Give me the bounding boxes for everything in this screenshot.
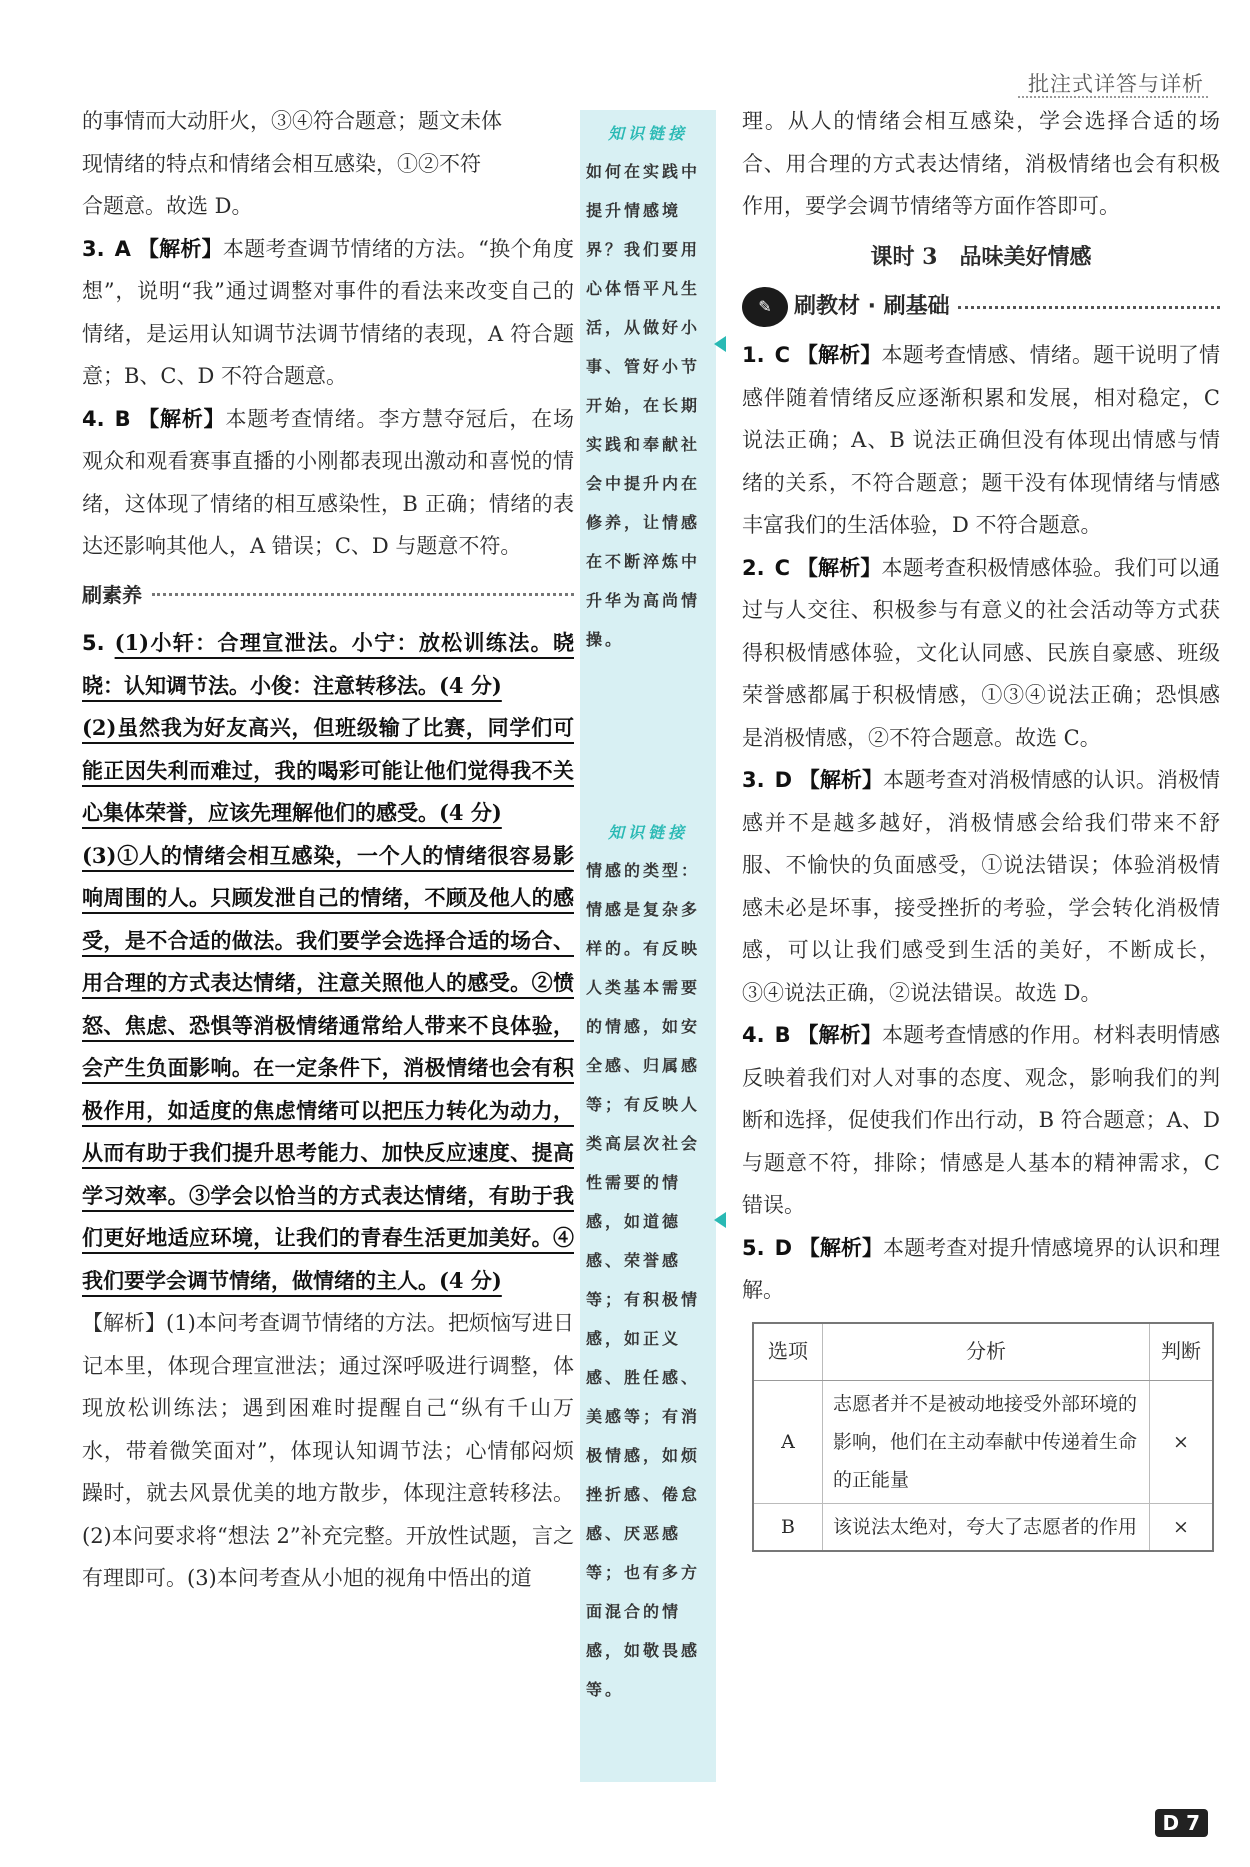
question-number: 1. bbox=[742, 343, 765, 367]
answer-letter: B bbox=[774, 1023, 791, 1047]
answer-item-3 bbox=[82, 228, 574, 398]
table-cell-option: B bbox=[753, 1503, 823, 1551]
table-cell-option: A bbox=[753, 1380, 823, 1503]
banner-text: 刷教材 · 刷基础 bbox=[794, 293, 950, 319]
question-number: 3. bbox=[82, 236, 105, 261]
analysis-tag: 【解析】 bbox=[798, 1235, 884, 1260]
banner-dots bbox=[958, 306, 1220, 309]
table-header: 判断 bbox=[1150, 1323, 1214, 1381]
analysis-text: 本题考查情绪。李方慧夺冠后，在场观众和观看赛事直播的小刚都表现出激动和喜悦的情绪，这体现了情绪的相互感染性，B 正确；情绪的表达还影响其他人，A 错误；C、D 与题意不符。 bbox=[82, 406, 574, 558]
analysis-tag: 【解析】 bbox=[796, 343, 882, 367]
analysis-tag: 【解析】 bbox=[138, 406, 226, 431]
analysis-tag: 【解析】 bbox=[796, 555, 882, 580]
left-column bbox=[82, 100, 574, 1600]
answer-item-3 bbox=[742, 759, 1220, 1014]
answer-part-1: (1)小轩：合理宣泄法。小宁：放松训练法。晓晓：认知调节法。小俊：注意转移法。(4 分) bbox=[82, 630, 574, 698]
question-number: 3. bbox=[742, 768, 765, 792]
section-dots bbox=[152, 593, 574, 596]
answer-part-2-para bbox=[82, 707, 574, 835]
page-header-title: 批注式详答与详析 bbox=[1028, 72, 1204, 96]
analysis-text: (1)本问考查调节情绪的方法。把烦恼写进日记本里，体现合理宣泄法；通过深呼吸进行调整，体现放松训练法；遇到困难时提醒自己“纵有千山万水，带着微笑面对”，体现认知调节法；心情郁闷烦躁时，就去风景优美的地方散步，体现注意转移法。(2)本问要求将“想法 2”补充完整。开放性试题，言之有理即可。(3)本问考查从小旭的视角中悟出的道 bbox=[82, 1311, 574, 1590]
table-row bbox=[753, 1503, 1213, 1551]
answer-item-4 bbox=[742, 1014, 1220, 1227]
answer-item-4 bbox=[82, 398, 574, 568]
section-label-text: 刷素养 bbox=[82, 582, 142, 607]
table-cell-judge: × bbox=[1150, 1503, 1214, 1551]
knowledge-link-title: 知识链接 bbox=[607, 823, 688, 842]
pointer-arrow-icon bbox=[714, 1212, 726, 1228]
table-row bbox=[753, 1380, 1213, 1503]
table-header-row bbox=[753, 1323, 1213, 1381]
answer-letter: C bbox=[774, 343, 791, 367]
question-number: 5. bbox=[742, 1235, 765, 1260]
intro-line: 现情绪的特点和情绪会相互感染，①②不符 bbox=[82, 151, 481, 176]
answer-letter: D bbox=[774, 1235, 793, 1260]
question-number: 5. bbox=[82, 631, 105, 655]
header-divider bbox=[1018, 96, 1208, 98]
question-number: 2. bbox=[742, 555, 765, 580]
intro-line: 的事情而大动肝火，③④符合题意；题文未体 bbox=[82, 109, 502, 133]
answer-part-3-para bbox=[82, 835, 574, 1303]
table-header: 分析 bbox=[823, 1323, 1150, 1381]
answer-letter: B bbox=[114, 406, 131, 431]
analysis-text: 本题考查对提升情感境界的认识和理解。 bbox=[742, 1235, 1221, 1302]
answer-part-3: (3)①人的情绪会相互感染，一个人的情绪很容易影响周围的人。只顾发泄自己的情绪，不顾及他人的感受，是不合适的做法。我们要学会选择合适的场合、用合理的方式表达情绪，注意关照他人的感受。②愤怒、焦虑、恐惧等消极情绪通常给人带来不良体验，会产生负面影响。在一定条件下，消极情绪也会有积极作用，如适度的焦虑情绪可以把压力转化为动力，从而有助于我们提升思考能力、加快反应速度、提高学习效率。③学会以恰当的方式表达情绪，有助于我们更好地适应环境，让我们的青春生活更加美好。④我们要学会调节情绪，做情绪的主人。(4 分) bbox=[82, 842, 574, 1293]
table-header: 选项 bbox=[753, 1323, 823, 1381]
answer-item-5 bbox=[82, 622, 574, 707]
answer-item-1 bbox=[742, 334, 1220, 547]
answer-letter: C bbox=[774, 555, 791, 580]
analysis-tag: 【解析】 bbox=[82, 1311, 167, 1335]
analysis-text: 本题考查对消极情感的认识。消极情感并不是越多越好，消极情感会给我们带来不舒服、不愉快的负面感受，①说法错误；体验消极情感未必是坏事，接受挫折的考验，学会转化消极情感，可以让我们感受到生活的美好，不断成长，③④说法正确，②说法错误。故选 D。 bbox=[742, 768, 1221, 1005]
section-label bbox=[82, 574, 574, 617]
right-column bbox=[742, 100, 1220, 1552]
analysis-text: 本题考查情感的作用。材料表明情感反映着我们对人对事的态度、观念，影响我们的判断和选择，促使我们作出行动，B 符合题意；A、D 与题意不符，排除；情感是人基本的精神需求，C 错误。 bbox=[742, 1023, 1220, 1217]
answer-item-2 bbox=[742, 547, 1220, 760]
lesson-title: 课时 3 品味美好情感 bbox=[870, 243, 1092, 270]
page-number: D 7 bbox=[1155, 1809, 1208, 1837]
analysis-tag: 【解析】 bbox=[137, 236, 223, 261]
knowledge-sidebar bbox=[580, 110, 716, 1782]
table-cell-analysis: 志愿者并不是被动地接受外部环境的影响，他们在主动奉献中传递着生命的正能量 bbox=[823, 1380, 1150, 1503]
answer-letter: A bbox=[114, 236, 131, 261]
analysis-text: 本题考查积极情感体验。我们可以通过与人交往、积极参与有意义的社会活动等方式获得积极情感体验，文化认同感、民族自豪感、班级荣誉感都属于积极情感，①③④说法正确；恐惧感是消极情感，②不符合题意。故选 C。 bbox=[742, 555, 1221, 750]
question-number: 4. bbox=[82, 406, 105, 431]
question-number: 4. bbox=[742, 1023, 765, 1047]
analysis-tag: 【解析】 bbox=[798, 768, 884, 792]
answer-part-2: (2)虽然我为好友高兴，但班级输了比赛，同学们可能正因失利而难过，我的喝彩可能让他们觉得我不关心集体荣誉，应该先理解他们的感受。(4 分) bbox=[82, 715, 574, 825]
intro-para: 理。从人的情绪会相互感染，学会选择合适的场合、用合理的方式表达情绪，消极情绪也会有积极作用，要学会调节情绪等方面作答即可。 bbox=[742, 109, 1220, 218]
table-cell-analysis: 该说法太绝对，夸大了志愿者的作用 bbox=[823, 1503, 1150, 1551]
analysis-table bbox=[752, 1322, 1214, 1552]
intro-line: 合题意。故选 D。 bbox=[82, 194, 253, 218]
table-cell-judge: × bbox=[1150, 1380, 1214, 1503]
section-banner bbox=[742, 284, 1220, 330]
book-icon: ✎ bbox=[742, 287, 788, 327]
knowledge-link-text: 情感的类型：情感是复杂多样的。有反映人类基本需要的情感，如安全感、归属感等；有反映人类高层次社会性需要的情感，如道德感、荣誉感等；有积极情感，如正义感、胜任感、美感等；有消极情感，如烦挫折感、倦怠感、厌恶感等；也有多方面混合的情感，如敬畏感等。 bbox=[586, 861, 701, 1699]
pointer-arrow-icon bbox=[714, 336, 726, 352]
knowledge-link-text: 如何在实践中提升情感境界？我们要用心体悟平凡生活，从做好小事、管好小节开始，在长期实践和奉献社会中提升内在修养，让情感在不断淬炼中升华为高尚情操。 bbox=[586, 162, 701, 649]
analysis-text: 本题考查调节情绪的方法。“换个角度想”，说明“我”通过调整对事件的看法来改变自己的情绪，是运用认知调节法调节情绪的表现，A 符合题意；B、C、D 不符合题意。 bbox=[82, 236, 574, 388]
knowledge-link-title: 知识链接 bbox=[607, 124, 688, 143]
analysis-para bbox=[82, 1302, 574, 1600]
answer-item-5 bbox=[742, 1227, 1220, 1312]
analysis-tag: 【解析】 bbox=[797, 1023, 882, 1047]
answer-letter: D bbox=[774, 768, 793, 792]
analysis-text: 本题考查情感、情绪。题干说明了情感伴随着情绪反应逐渐积累和发展，相对稳定，C 说法正确；A、B 说法正确但没有体现出情感与情绪的关系，不符合题意；题干没有体现情绪与情感丰富我们的生活体验，D 不符合题意。 bbox=[742, 343, 1221, 537]
